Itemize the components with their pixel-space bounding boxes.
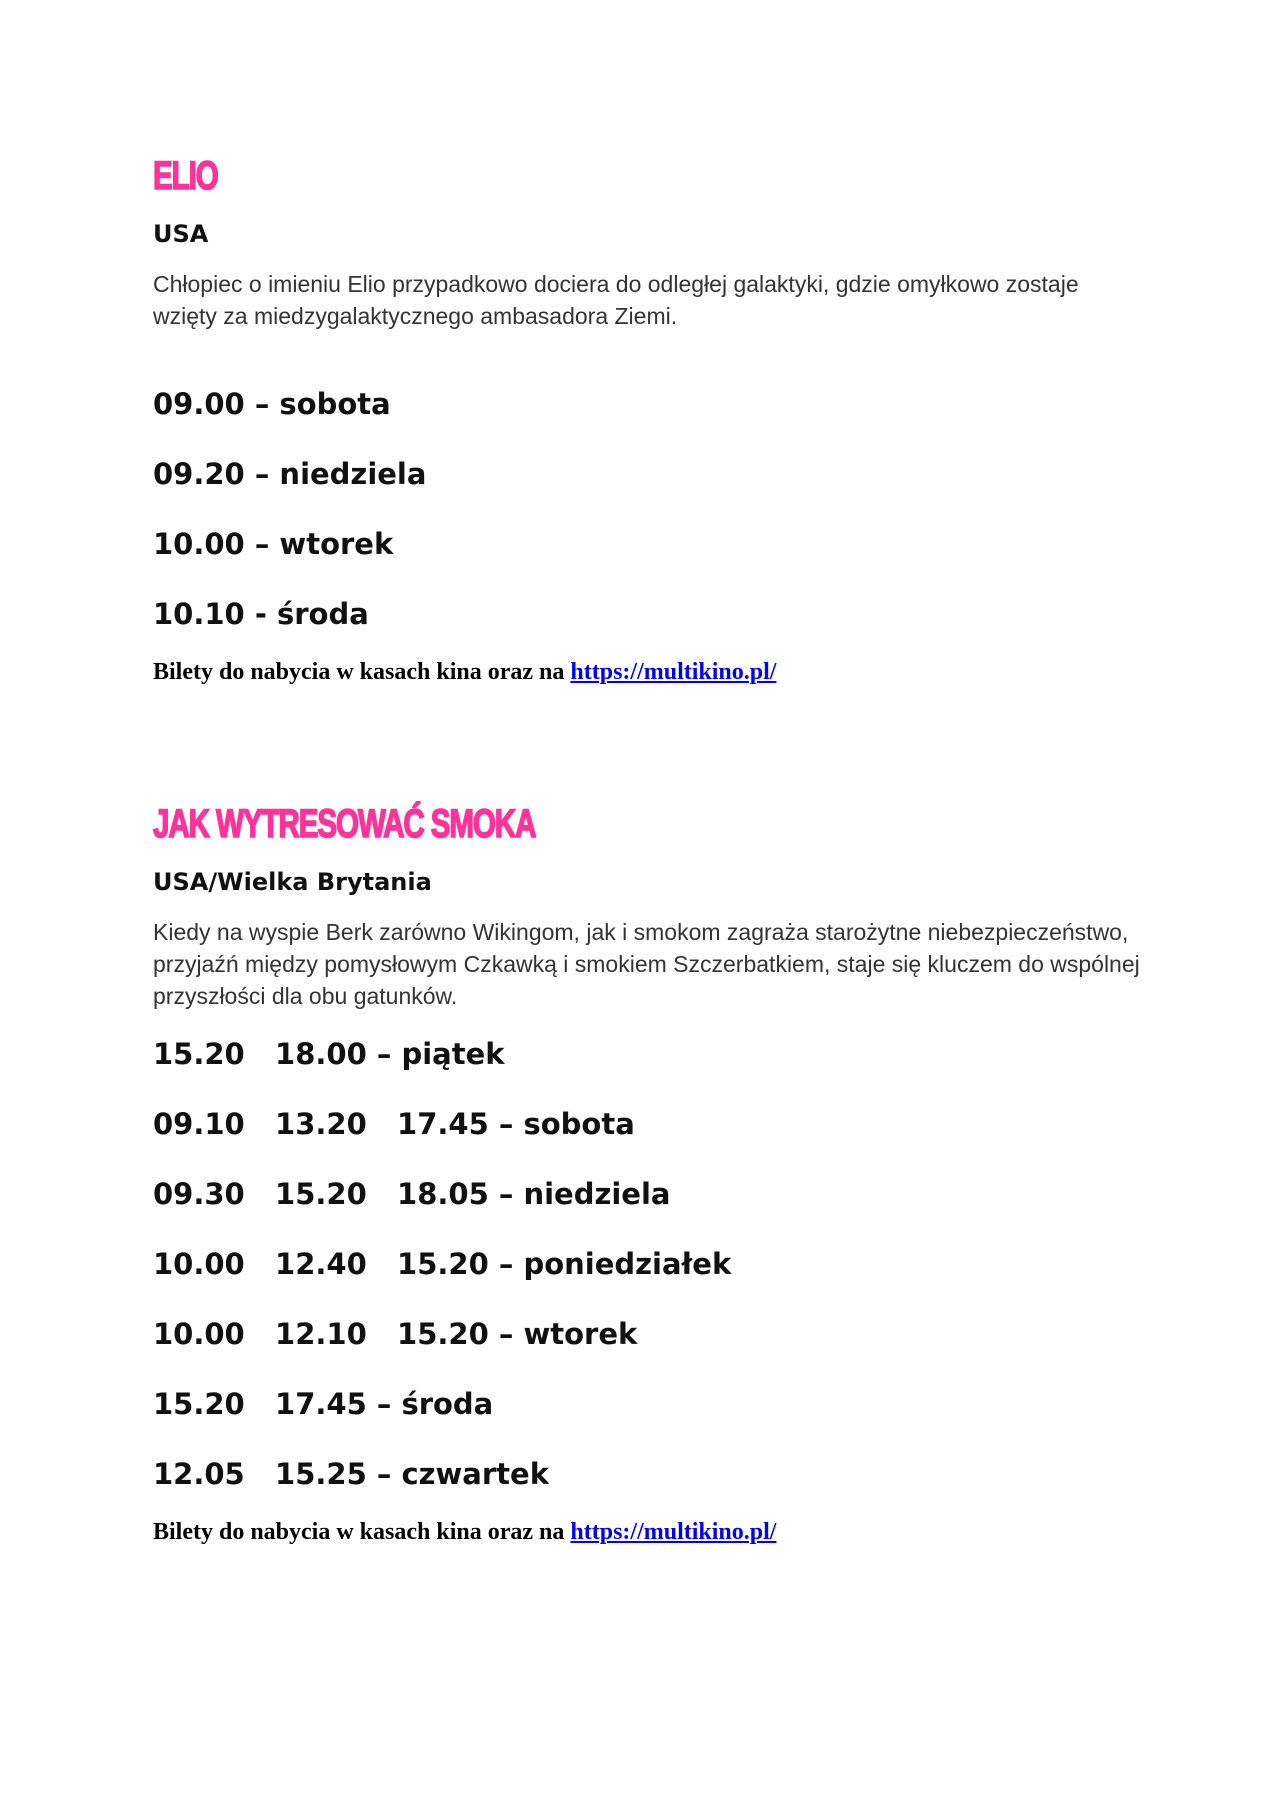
showtime-row: 09.30 15.20 18.05 – niedziela xyxy=(153,1177,671,1211)
tickets-text: Bilety do nabycia w kasach kina oraz na xyxy=(153,659,571,685)
showtime-row: 15.20 17.45 – środa xyxy=(153,1387,494,1421)
showtimes-list xyxy=(153,384,1153,634)
showtime-row: 12.05 15.25 – czwartek xyxy=(153,1457,549,1491)
movie-title: ELIO xyxy=(153,154,218,198)
tickets-info xyxy=(153,656,1153,688)
showtime-row: 09.20 – niedziela xyxy=(153,457,427,491)
movie-title: JAK WYTRESOWAĆ SMOKA xyxy=(153,802,536,846)
tickets-info xyxy=(153,1516,1153,1548)
showtimes-list xyxy=(153,1034,1153,1494)
multikino-link[interactable]: https://multikino.pl/ xyxy=(570,1519,777,1545)
tickets-text: Bilety do nabycia w kasach kina oraz na xyxy=(153,1519,571,1545)
showtime-row: 10.00 12.10 15.20 – wtorek xyxy=(153,1317,638,1351)
movie-country: USA/Wielka Brytania xyxy=(153,868,432,896)
movie-jak-wytresowac-smoka xyxy=(153,798,1153,1548)
showtime-row: 15.20 18.00 – piątek xyxy=(153,1037,505,1071)
movie-description: Chłopiec o imieniu Elio przypadkowo dociera do odległej galaktyki, gdzie omyłkowo zostaje wzięty za miedzygalaktycznego ambasadora Ziemi. xyxy=(153,271,1079,329)
multikino-link[interactable]: https://multikino.pl/ xyxy=(570,659,777,685)
showtime-row: 09.10 13.20 17.45 – sobota xyxy=(153,1107,635,1141)
showtime-row: 10.10 - środa xyxy=(153,597,369,631)
showtime-row: 09.00 – sobota xyxy=(153,387,391,421)
movie-elio xyxy=(153,150,1153,688)
showtime-row: 10.00 12.40 15.20 – poniedziałek xyxy=(153,1247,732,1281)
showtime-row: 10.00 – wtorek xyxy=(153,527,394,561)
movie-country: USA xyxy=(153,220,209,248)
movie-description: Kiedy na wyspie Berk zarówno Wikingom, jak i smokom zagraża starożytne niebezpieczeństwo, przyjaźń między pomysłowym Czkawką i smokiem Szczerbatkiem, staje się kluczem do wspólnej przyszłości dla obu gatunków. xyxy=(153,919,1140,1009)
